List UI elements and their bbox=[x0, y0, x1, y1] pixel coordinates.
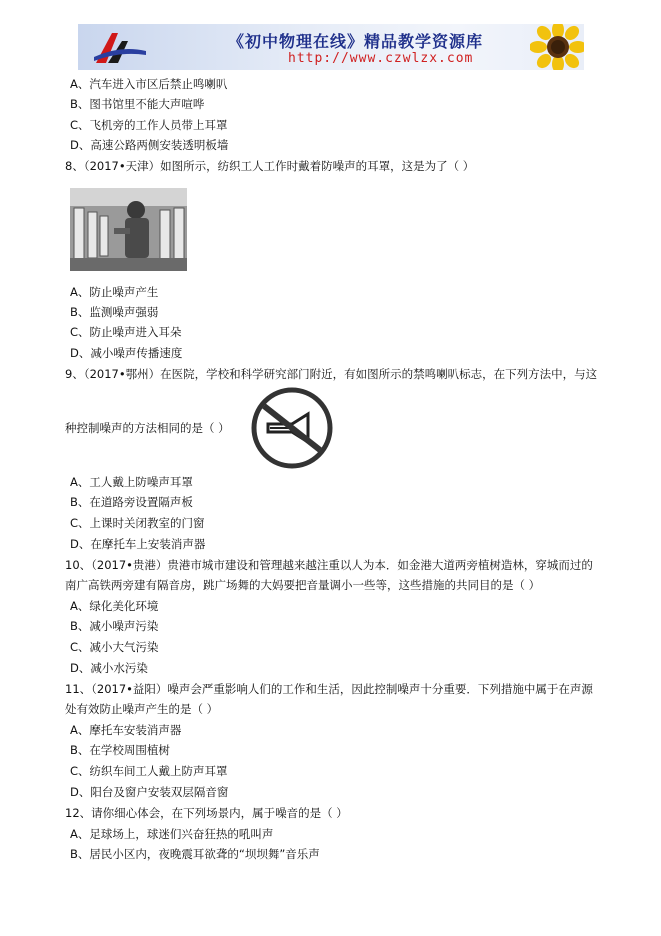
textile-worker-photo bbox=[70, 188, 187, 271]
no-horn-sign-icon bbox=[250, 386, 334, 470]
textile-worker-image bbox=[70, 188, 187, 271]
q7-option-c: C、飞机旁的工作人员带上耳罩 bbox=[70, 118, 228, 132]
q12-option-b: B、居民小区内，夜晚震耳欲聋的“坝坝舞”音乐声 bbox=[70, 847, 320, 861]
q9-option-c: C、上课时关闭教室的门窗 bbox=[70, 516, 205, 530]
q7-option-d: D、高速公路两侧安装透明板墙 bbox=[70, 138, 229, 152]
q11-option-c: C、纺织车间工人戴上防声耳罩 bbox=[70, 764, 228, 778]
q9-stem-line2: 种控制噪声的方法相同的是（ ） bbox=[65, 421, 230, 435]
q11-option-a: A、摩托车安装消声器 bbox=[70, 723, 182, 737]
q10-option-c: C、减小大气污染 bbox=[70, 640, 159, 654]
q10-stem-line2: 南广高铁两旁建有隔音房，跳广场舞的大妈要把音量调小一些等，这些措施的共同目的是（ ） bbox=[65, 578, 541, 592]
q9-stem-line1: 9、（2017•鄂州）在医院，学校和科学研究部门附近，有如图所示的禁鸣喇叭标志，在下列方法中，与这 bbox=[65, 367, 598, 381]
q11-stem-line1: 11、（2017•益阳）噪声会严重影响人们的工作和生活，因此控制噪声十分重要．下列措施中属于在声源 bbox=[65, 682, 593, 696]
q8-option-b: B、监测噪声强弱 bbox=[70, 305, 159, 319]
site-logo-icon bbox=[90, 27, 148, 67]
q11-stem-line2: 处有效防止噪声产生的是（ ） bbox=[65, 702, 219, 716]
q10-stem-line1: 10、（2017•贵港）贵港市城市建设和管理越来越注重以人为本．如金港大道两旁植树造林，穿城而过的 bbox=[65, 558, 593, 572]
banner-title: 《初中物理在线》精品教学资源库 bbox=[228, 32, 484, 51]
q11-option-d: D、阳台及窗户安装双层隔音窗 bbox=[70, 785, 229, 799]
q9-option-d: D、在摩托车上安装消声器 bbox=[70, 537, 206, 551]
sunflower-icon bbox=[530, 24, 584, 70]
q7-option-b: B、图书馆里不能大声喧哗 bbox=[70, 97, 205, 111]
q10-option-a: A、绿化美化环境 bbox=[70, 599, 159, 613]
q9-option-a: A、工人戴上防噪声耳罩 bbox=[70, 475, 193, 489]
q11-option-b: B、在学校周围植树 bbox=[70, 743, 170, 757]
q8-option-a: A、防止噪声产生 bbox=[70, 285, 159, 299]
header-banner bbox=[78, 24, 584, 70]
banner-url: http://www.czwlzx.com bbox=[288, 51, 474, 66]
q10-option-d: D、减小水污染 bbox=[70, 661, 148, 675]
q7-option-a: A、汽车进入市区后禁止鸣喇叭 bbox=[70, 77, 228, 91]
q8-option-c: C、防止噪声进入耳朵 bbox=[70, 325, 182, 339]
q8-stem: 8、（2017•天津）如图所示，纺织工人工作时戴着防噪声的耳罩，这是为了（ ） bbox=[65, 159, 475, 173]
q12-stem: 12、请你细心体会，在下列场景内，属于噪音的是（ ） bbox=[65, 806, 348, 820]
q12-option-a: A、足球场上，球迷们兴奋狂热的吼叫声 bbox=[70, 827, 274, 841]
q10-option-b: B、减小噪声污染 bbox=[70, 619, 159, 633]
q8-option-d: D、减小噪声传播速度 bbox=[70, 346, 183, 360]
q9-option-b: B、在道路旁设置隔声板 bbox=[70, 495, 193, 509]
